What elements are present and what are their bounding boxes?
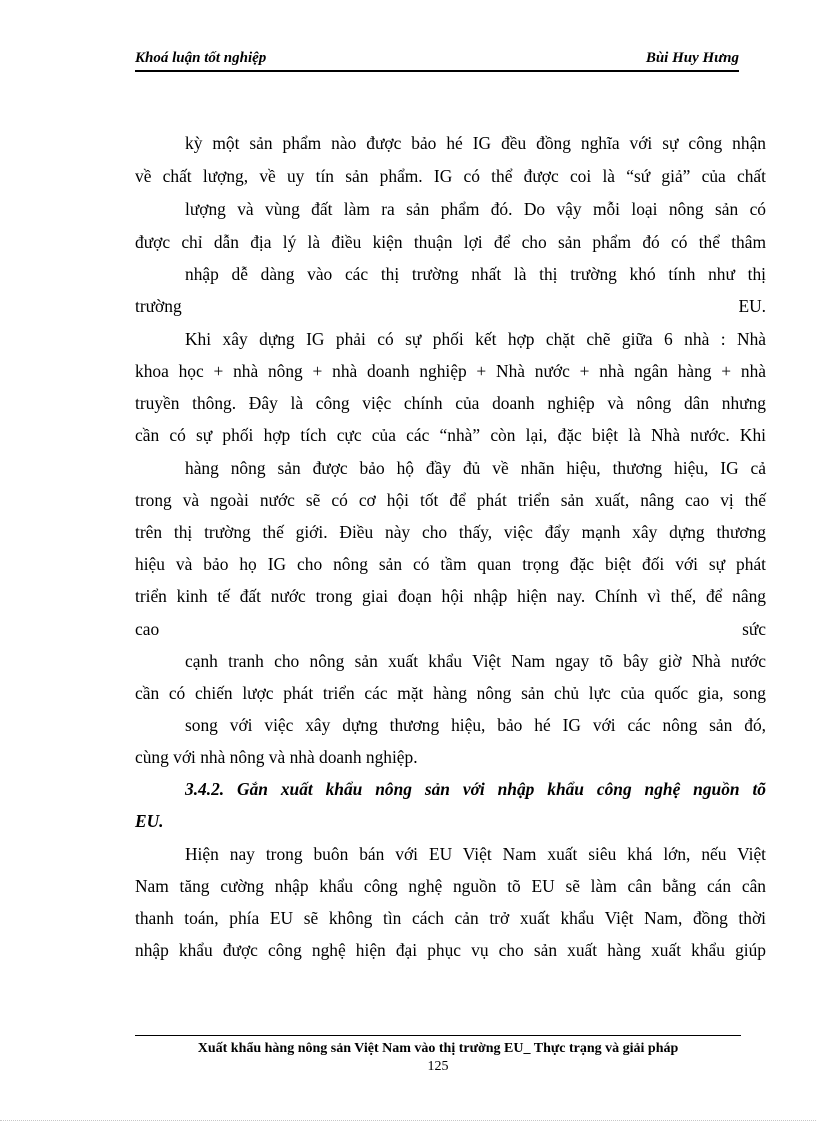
section-heading-continued: EU. (135, 811, 164, 831)
text-line: được chỉ dẫn địa lý là điều kiện thuận lợi để cho sản phẩm đó có thể thâm (135, 232, 766, 252)
text-line: khoa học + nhà nông + nhà doanh nghiệp + Nhà nước + nhà ngân hàng + nhà (135, 361, 766, 381)
text-line: nhập khẩu được công nghệ hiện đại phục vụ cho sản xuất hàng xuất khẩu giúp (135, 940, 766, 960)
text-line: trên thị trường thế giới. Điều này cho thấy, việc đẩy mạnh xây dựng thương (135, 522, 766, 542)
page-header (135, 48, 739, 72)
header-title: Khoá luận tốt nghiệp (135, 50, 267, 66)
text-line: nhập dễ dàng vào các thị trường nhất là thị trường khó tính như thị (185, 264, 766, 284)
text-line: EU. (738, 296, 766, 316)
text-line: Hiện nay trong buôn bán với EU Việt Nam xuất siêu khá lớn, nếu Việt (185, 844, 766, 864)
text-line: Nam tăng cường nhập khẩu công nghệ nguồn tõ EU sẽ làm cân bằng cán cân (135, 876, 766, 896)
text-line: cần có sự phối hợp tích cực của các “nhà” còn lại, đặc biệt là Nhà nước. Khi (135, 425, 766, 445)
page-number: 125 (427, 1059, 449, 1074)
text-line: cạnh tranh cho nông sản xuất khẩu Việt Nam ngay tõ bây giờ Nhà nước (185, 651, 766, 671)
text-line: trường (135, 296, 182, 316)
text-line: Khi xây dựng IG phải có sự phối kết hợp chặt chẽ giữa 6 nhà : Nhà (185, 329, 766, 349)
text-line: trong và ngoài nước sẽ có cơ hội tốt để phát triển sản xuất, nâng cao vị thế (135, 490, 766, 510)
footer-divider (135, 1035, 741, 1036)
text-line: cao (135, 619, 160, 639)
text-line: thanh toán, phía EU sẽ không tìn cách cản trở xuất khẩu Việt Nam, đồng thời (135, 908, 766, 928)
page-bottom-divider (0, 1120, 816, 1121)
section-heading: 3.4.2. Gắn xuất khẩu nông sản với nhập khẩu công nghệ nguồn tõ (185, 779, 766, 799)
text-line: truyền thông. Đây là công việc chính của doanh nghiệp và nông dân nhưng (135, 393, 766, 413)
text-line: hiệu và bảo họ IG cho nông sản có tầm quan trọng đặc biệt đối với sự phát (135, 554, 766, 574)
text-line: song với việc xây dựng thương hiệu, bảo hé IG với các nông sản đó, (185, 715, 766, 735)
footer-title: Xuất khẩu hàng nông sản Việt Nam vào thị trường EU_ Thực trạng và giải pháp (197, 1041, 679, 1056)
text-line: cùng với nhà nông và nhà doanh nghiệp. (135, 747, 418, 767)
text-line: hàng nông sản được bảo hộ đầy đủ về nhãn hiệu, thương hiệu, IG cả (185, 458, 766, 478)
header-author: Bùi Huy Hưng (645, 50, 739, 66)
text-line: cần có chiến lược phát triển các mặt hàng nông sản chủ lực của quốc gia, song (135, 683, 766, 703)
text-line: sức (742, 619, 766, 639)
text-line: triển kinh tế đất nước trong giai đoạn hội nhập hiện nay. Chính vì thế, để nâng (135, 586, 766, 606)
text-line: về chất lượng, về uy tín sản phẩm. IG có thể được coi là “sứ giả” của chất (135, 166, 766, 186)
text-line: lượng và vùng đất làm ra sản phẩm đó. Do vậy mỗi loại nông sản có (185, 199, 766, 219)
text-line: kỳ một sản phẩm nào được bảo hé IG đều đồng nghĩa với sự công nhận (185, 133, 766, 153)
